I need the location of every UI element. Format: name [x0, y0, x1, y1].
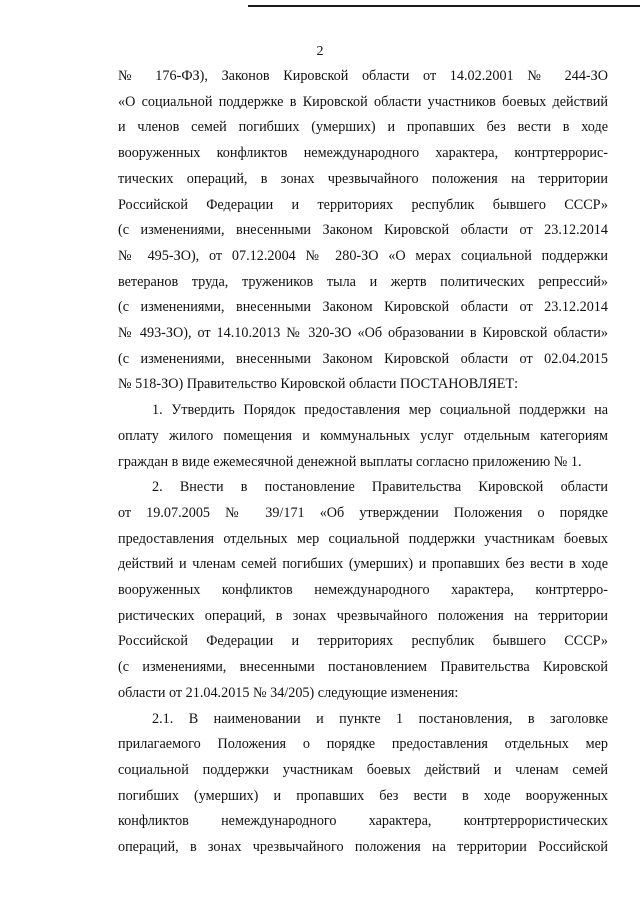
text-line: ристических операций, в зонах чрезвычайного положения на территории [118, 607, 608, 624]
paragraph-item-2-1 [118, 707, 608, 861]
text-line: 2.1. В наименовании и пункте 1 постановления, в заголовке [152, 710, 608, 727]
text-line: и членов семей погибших (умерших) и пропавших без вести в ходе [118, 119, 608, 136]
text-line: (с изменениями, внесенными Законом Кировской области от 23.12.2014 [118, 222, 608, 239]
text-line: предоставления отдельных мер социальной поддержки участникам боевых [118, 530, 608, 547]
text-line: вооруженных конфликтов немеждународного характера, контртеррорис- [118, 145, 608, 162]
text-line: действий и членам семей погибших (умерших) и пропавших без вести в ходе [118, 556, 608, 573]
text-line: операций, в зонах чрезвычайного положения на территории Российской [118, 839, 608, 856]
text-line: Российской Федерации и территориях республик бывшего СССР» [118, 633, 608, 650]
paragraph-item-1 [118, 398, 608, 475]
text-line: погибших (умерших) и пропавших без вести в ходе вооруженных [118, 787, 608, 804]
text-line: 1. Утвердить Порядок предоставления мер социальной поддержки на [152, 402, 608, 419]
paragraph-item-2 [118, 475, 608, 706]
text-line: (с изменениями, внесенными Законом Кировской области от 23.12.2014 [118, 299, 608, 316]
text-line: вооруженных конфликтов немеждународного характера, контртерро- [118, 582, 608, 599]
text-line: (с изменениями, внесенными Законом Кировской области от 02.04.2015 [118, 350, 608, 367]
text-line: области от 21.04.2015 № 34/205) следующие изменения: [118, 684, 459, 701]
text-line: (с изменениями, внесенными постановлением Правительства Кировской [118, 659, 608, 676]
text-line: 2. Внести в постановление Правительства Кировской области [152, 479, 608, 496]
text-line: тических операций, в зонах чрезвычайного положения на территории [118, 170, 608, 187]
document-body [118, 64, 608, 861]
text-line: «О социальной поддержке в Кировской области участников боевых действий [118, 93, 608, 110]
text-line: от 19.07.2005 № 39/171 «Об утверждении Положения о порядке [118, 504, 608, 521]
text-line: ветеранов труда, тружеников тыла и жертв политических репрессий» [118, 273, 608, 290]
text-line: социальной поддержки участникам боевых действий и членам семей [118, 761, 608, 778]
text-line: граждан в виде ежемесячной денежной выплаты согласно приложению № 1. [118, 453, 582, 470]
top-rule [248, 5, 640, 7]
text-line: № 518-ЗО) Правительство Кировской области ПОСТАНОВЛЯЕТ: [118, 376, 519, 393]
text-line: оплату жилого помещения и коммунальных услуг отдельным категориям [118, 427, 608, 444]
text-line: конфликтов немеждународного характера, контртеррористических [118, 813, 608, 830]
text-line: № 493-ЗО), от 14.10.2013 № 320-ЗО «Об образовании в Кировской области» [118, 325, 608, 342]
text-line: прилагаемого Положения о порядке предоставления отдельных мер [118, 736, 608, 753]
text-line: Российской Федерации и территориях республик бывшего СССР» [118, 196, 608, 213]
text-line: № 495-ЗО), от 07.12.2004 № 280-ЗО «О мерах социальной поддержки [118, 247, 608, 264]
paragraph-preamble [118, 64, 608, 398]
text-line: № 176-ФЗ), Законов Кировской области от 14.02.2001 № 244-ЗО [118, 68, 608, 84]
page-number: 2 [316, 44, 324, 59]
